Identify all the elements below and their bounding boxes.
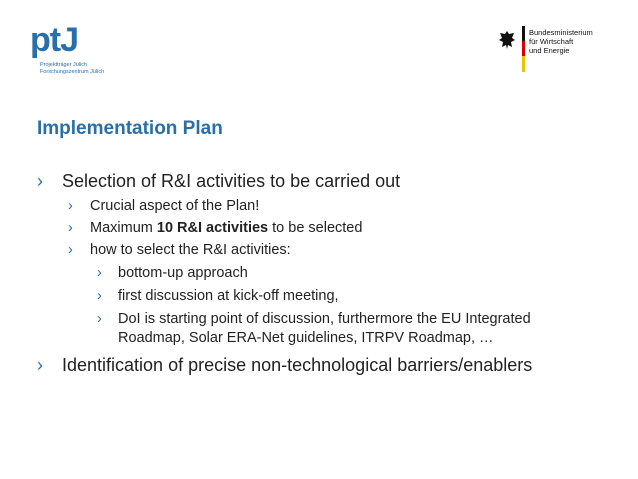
ptj-subtitle-line2: Forschungszentrum Jülich <box>40 69 105 75</box>
bullet-marker: › <box>68 220 73 236</box>
bullet-marker: › <box>68 242 73 258</box>
bmwi-line2: für Wirtschaft <box>529 37 574 46</box>
list-item-doi-line2: Roadmap, Solar ERA-Net guidelines, ITRPV Roadmap, … <box>118 330 494 346</box>
list-item-bottom-up: bottom-up approach <box>118 265 248 281</box>
list-item-how-to-select: how to select the R&I activities: <box>90 242 291 258</box>
list-item-doi-line1: DoI is starting point of discussion, furthermore the EU Integrated <box>118 311 531 327</box>
bmwi-logo <box>498 26 608 76</box>
ptj-subtitle-line1: Projektträger Jülich <box>40 62 88 68</box>
list-item-kickoff: first discussion at kick-off meeting, <box>118 288 339 304</box>
bullet-marker: › <box>97 288 102 304</box>
bullet-marker: › <box>37 171 43 191</box>
bullet-marker: › <box>68 198 73 214</box>
list-item-maximum: Maximum 10 R&I activities to be selected <box>90 220 363 236</box>
slide-title: Implementation Plan <box>37 118 223 139</box>
bmwi-line3: und Energie <box>529 46 570 55</box>
bullet-marker: › <box>37 355 43 375</box>
list-item-crucial: Crucial aspect of the Plan! <box>90 198 260 214</box>
german-flag-stripe <box>522 26 525 72</box>
ptj-wordmark: ptJ <box>30 21 78 59</box>
bmwi-text <box>529 28 593 55</box>
bullet-marker: › <box>97 265 102 281</box>
federal-eagle-icon <box>498 30 516 50</box>
bullet-marker: › <box>97 311 102 327</box>
ptj-subtitle <box>40 62 104 76</box>
bmwi-line1: Bundesministerium <box>529 28 593 37</box>
ptj-logo <box>30 22 150 78</box>
list-item-selection: Selection of R&I activities to be carried out <box>62 171 401 191</box>
emphasis-count: 10 R&I activities <box>156 220 269 236</box>
list-item-identification: Identification of precise non-technological barriers/enablers <box>62 355 533 375</box>
